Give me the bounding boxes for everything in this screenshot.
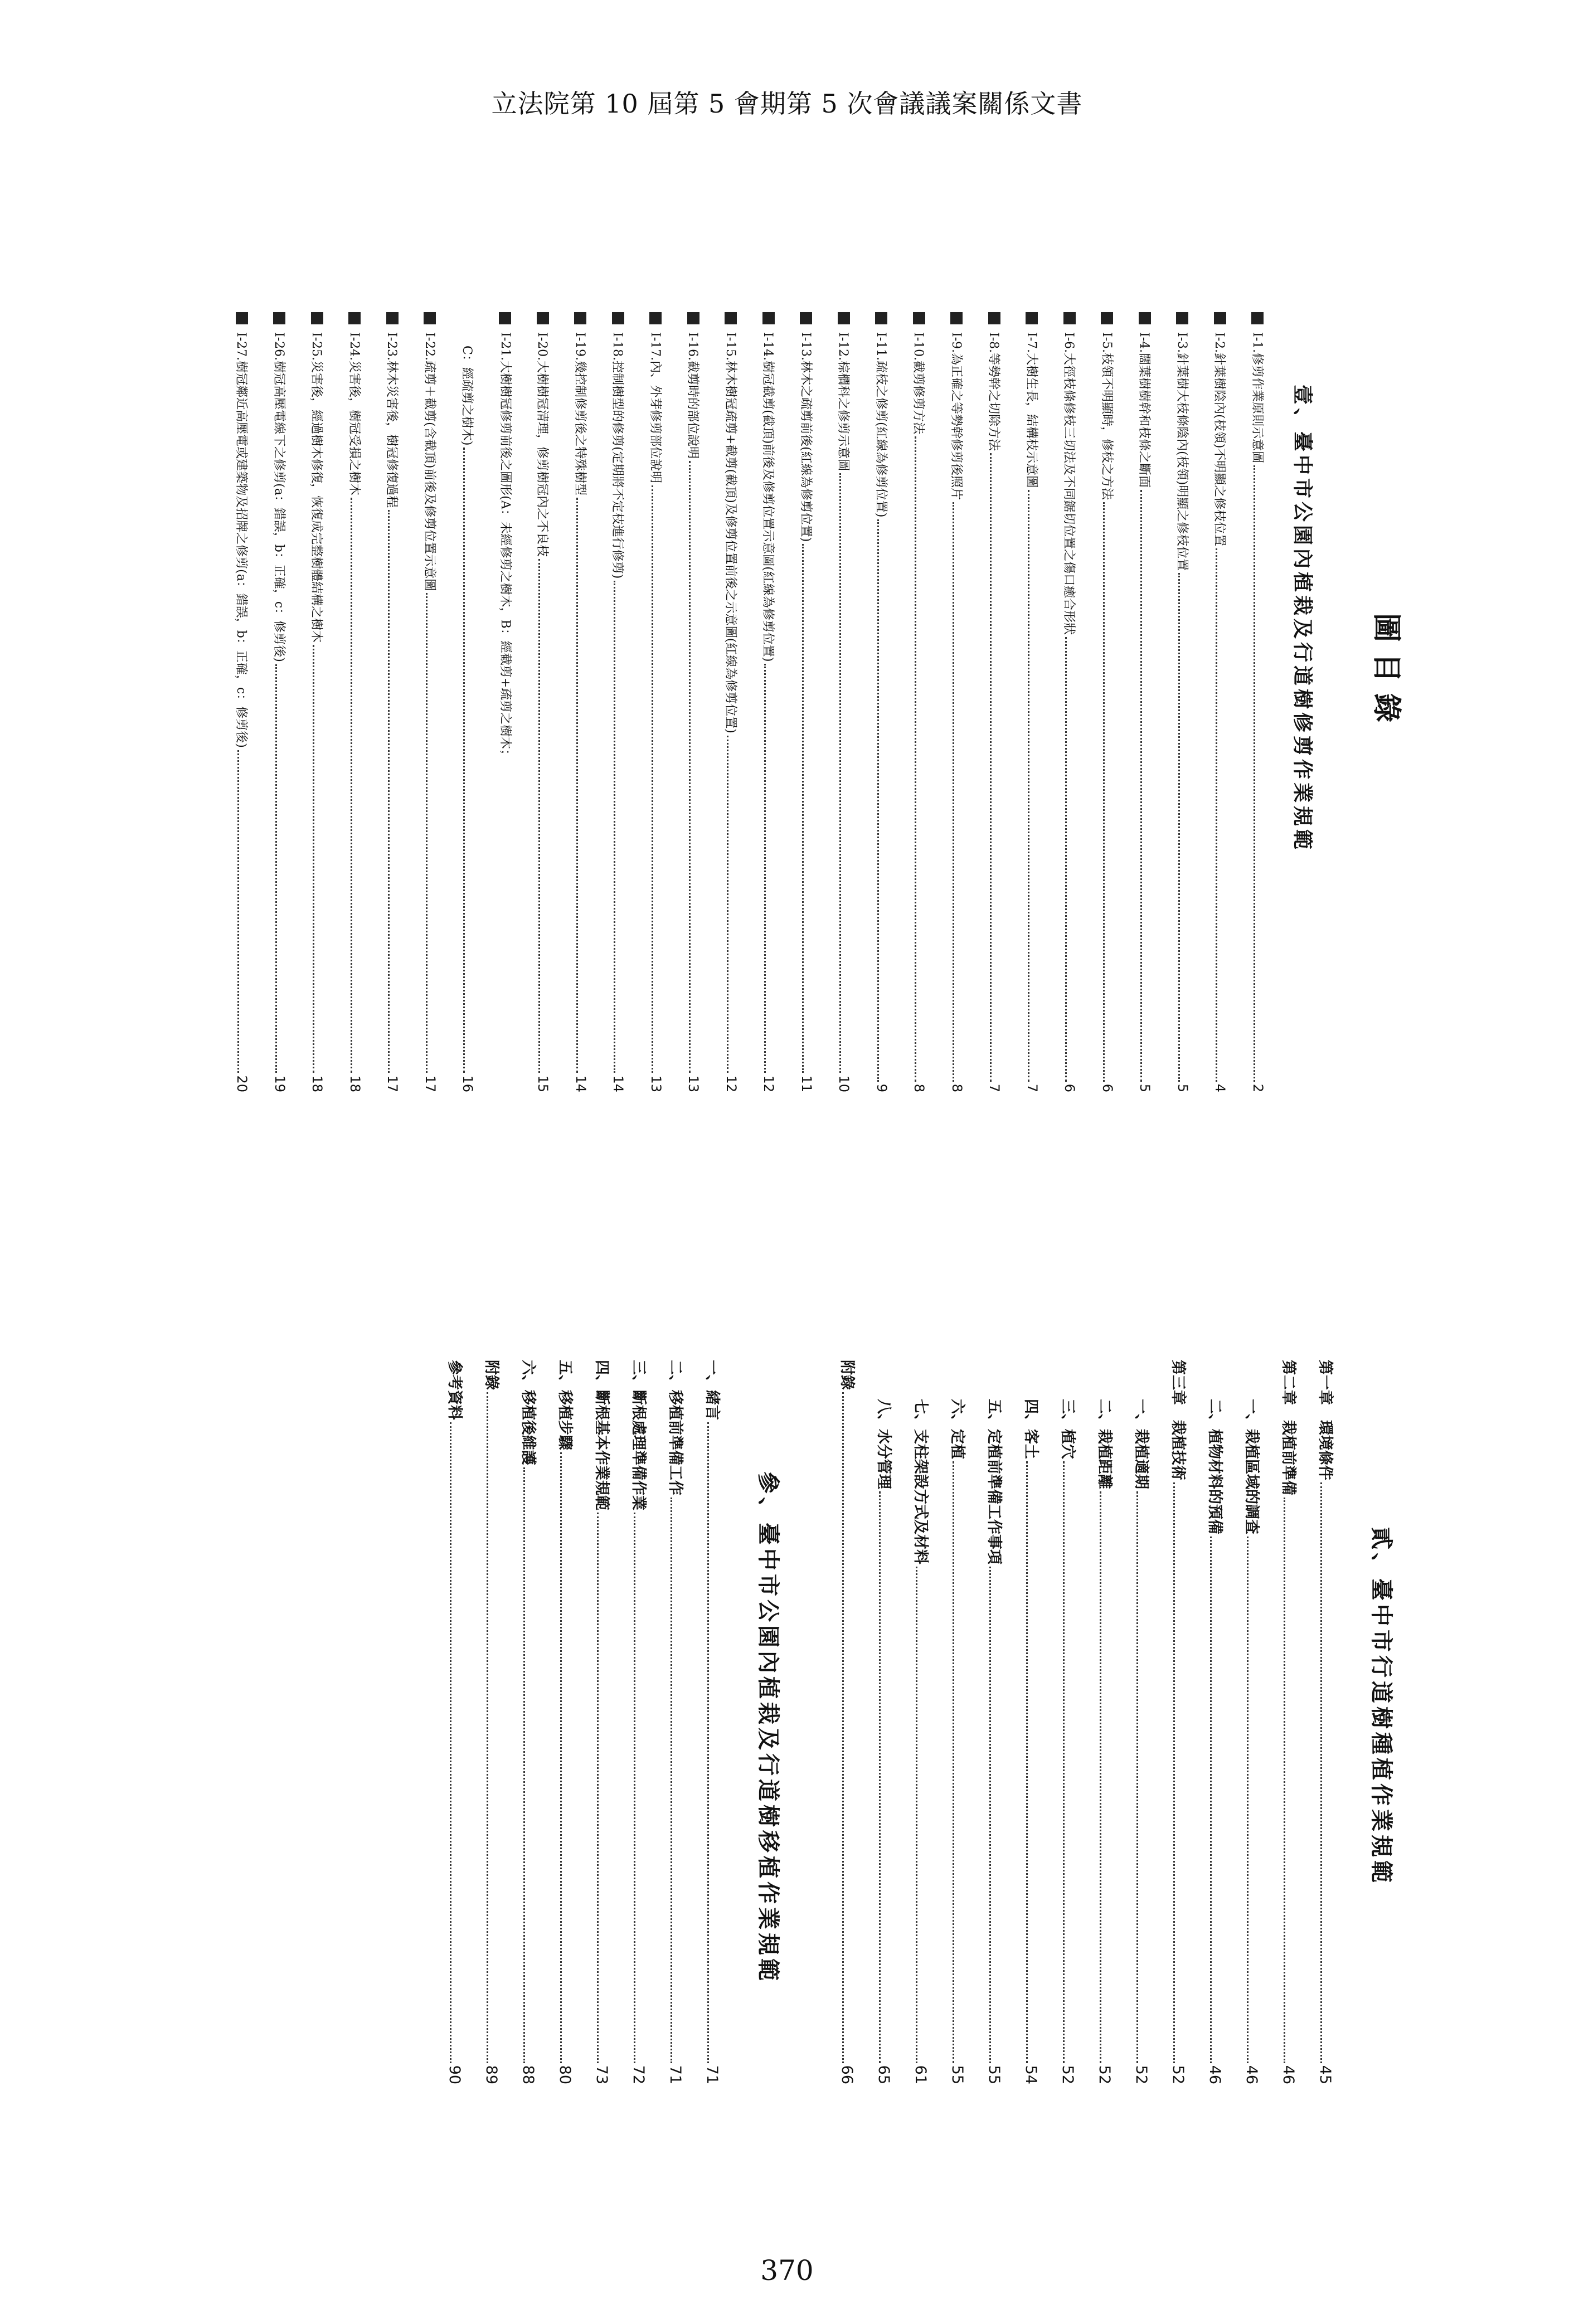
toc-entry <box>1086 1360 1123 2084</box>
figure-marker-icon <box>499 312 511 324</box>
dot-leader <box>765 664 766 1073</box>
figure-entry-label: I-17.內、外芽修剪部位說明 <box>648 332 662 484</box>
toc-entry <box>975 1360 1012 2084</box>
toc-entry-page: 52 <box>1059 2065 1076 2084</box>
toc-entry <box>436 1360 473 2084</box>
toc-entry-label: 二、植物材料的預備 <box>1206 1399 1223 1534</box>
figure-marker-icon <box>875 312 887 324</box>
toc-entry-label: 三、斷根處理準備作業 <box>630 1360 647 1510</box>
dot-leader <box>689 461 691 1073</box>
dot-leader <box>802 544 804 1073</box>
figure-marker-icon <box>311 312 323 324</box>
figure-marker-icon <box>1176 312 1188 324</box>
figure-marker-icon <box>687 312 699 324</box>
toc-entry <box>828 1360 865 2084</box>
figure-section-title: 壹、臺中市公園內植栽及行道樹修剪作業規範 <box>1291 385 1314 853</box>
toc-entry-page: 80 <box>556 2065 574 2084</box>
toc-entry <box>1012 1360 1049 2084</box>
dot-leader <box>652 485 653 1073</box>
dot-leader <box>1063 1461 1065 2063</box>
dot-leader <box>1178 573 1180 1081</box>
toc-entry-page: 71 <box>667 2065 684 2084</box>
figure-entry-label: I-23.林木災害後，樹冠修復過程 <box>385 332 399 508</box>
figure-marker-icon <box>1139 312 1151 324</box>
toc-entry-page: 73 <box>593 2065 610 2084</box>
figure-entry-page: 6 <box>1100 1083 1115 1092</box>
toc-entry-page: 66 <box>838 2065 856 2084</box>
page-header: 立法院第 10 屆第 5 會期第 5 次會議議案關係文書 <box>491 89 1083 119</box>
figure-entry-label: I-1.修剪作業原則示意圖 <box>1250 332 1264 464</box>
figure-entry-page: 10 <box>836 1075 852 1092</box>
toc-entry-label: 四、客土 <box>1022 1399 1039 1459</box>
figure-entry <box>788 312 825 1092</box>
dot-leader <box>313 645 315 1073</box>
figure-entry <box>298 312 336 1092</box>
dot-leader <box>915 436 917 1082</box>
dot-leader <box>539 559 541 1073</box>
toc-entry-page: 61 <box>912 2065 929 2084</box>
dot-leader <box>671 1498 672 2063</box>
figure-entry-label: I-26.樹冠高壓電線下之修剪(a：錯誤，b：正確，c：修剪後) <box>272 332 286 662</box>
dot-leader <box>1028 490 1029 1082</box>
figure-entry-page: 13 <box>686 1075 702 1092</box>
figure-entry-page: 14 <box>573 1075 589 1092</box>
toc-entry <box>1049 1360 1086 2084</box>
figure-entry-label: I-18.控制樹型的修剪(定期將不定枝進行修剪) <box>610 332 625 579</box>
figure-entry <box>524 312 562 1092</box>
figure-entry-page: 20 <box>234 1075 250 1092</box>
toc-entry-label: 一、緒言 <box>703 1360 721 1420</box>
toc-entry <box>1196 1360 1233 2084</box>
figure-entry <box>900 312 938 1092</box>
figure-entry-page: 19 <box>272 1075 288 1092</box>
figure-entry-label: I-9.為正確之等勢幹修剪後照片 <box>949 332 963 500</box>
toc-entry-page: 46 <box>1243 2065 1260 2084</box>
toc-entry-page: 52 <box>1169 2065 1187 2084</box>
toc-entry-label: 一、栽植區域的調查 <box>1243 1399 1260 1534</box>
toc-entry <box>583 1360 620 2084</box>
figure-entry-page: 16 <box>460 1075 476 1092</box>
figure-entry-label: I-21.大樹樹冠修剪前後之圖形(A：未經修剪之樹木，B：經截剪+疏剪之樹木； <box>498 332 512 762</box>
figure-marker-icon <box>574 312 586 324</box>
figure-entry-label: I-22.疏剪＋截剪(含截頂)前後及修剪位置示意圖 <box>422 332 436 591</box>
dot-leader <box>953 1461 954 2063</box>
figure-entry-label: I-12.棕櫚科之修剪示意圖 <box>836 332 851 471</box>
figure-entry <box>599 312 637 1092</box>
figure-entry-page: 11 <box>799 1075 814 1092</box>
figure-entry-label: I-2.針葉樹陰內(枝領)不明顯之修枝位置 <box>1212 332 1227 547</box>
toc-entry-label: 六、移植後維護 <box>519 1360 537 1465</box>
dot-leader <box>1136 1491 1138 2063</box>
toc-entry-page: 52 <box>1096 2065 1113 2084</box>
figure-entry-page: 8 <box>911 1083 927 1092</box>
toc-entry <box>620 1360 657 2084</box>
dot-leader <box>450 1422 451 2063</box>
figure-marker-icon <box>386 312 399 324</box>
dot-leader <box>1284 1498 1285 2063</box>
figure-entry-page: 18 <box>347 1075 363 1092</box>
figure-entry <box>411 312 449 1092</box>
toc-entry <box>1270 1360 1306 2084</box>
figure-entry <box>975 312 1013 1092</box>
figure-entry-label: I-14.樹冠截剪(截頂)前後及修剪位置示意圖(紅線為修剪位置) <box>761 332 775 662</box>
section2-title: 貳、臺中市行道樹種植作業規範 <box>1368 1527 1395 1886</box>
figure-entry-label: I-27.樹冠鄰近高壓電或建築物及招牌之修剪(a：錯誤，b：正確，c：修剪後) <box>234 332 249 748</box>
dot-leader <box>879 1491 881 2063</box>
section3-title: 參、臺中市公園內植栽及行道樹移植作業規範 <box>755 1471 781 1984</box>
figure-entry-page: 6 <box>1062 1083 1078 1092</box>
figure-entry-label: I-15.林木樹冠疏剪+截剪(截頂)及修剪位置前後之示意圖(紅線為修剪位置) <box>723 332 737 733</box>
toc-entry <box>865 1360 902 2084</box>
figure-entry-page: 7 <box>987 1083 1003 1092</box>
dot-leader <box>989 1567 991 2063</box>
dot-leader <box>634 1513 635 2063</box>
toc-entry <box>1123 1360 1159 2084</box>
toc-entry-label: 第一章 環境條件 <box>1316 1360 1334 1480</box>
figure-entry-page: 15 <box>535 1075 551 1092</box>
dot-leader <box>597 1513 599 2063</box>
toc-entry <box>693 1360 730 2084</box>
toc-entry <box>473 1360 509 2084</box>
figure-marker-icon <box>1026 312 1038 324</box>
figure-entry-label: I-10.截剪修剪方法 <box>911 332 926 435</box>
dot-leader <box>953 502 954 1082</box>
dot-leader <box>464 448 465 1073</box>
figure-entry-page: 9 <box>874 1083 890 1092</box>
figure-entry-label: I-13.林木之疏剪前後(紅線為修剪位置) <box>799 332 813 542</box>
toc-entry-label: 七、支柱架設方式及材料 <box>912 1399 929 1564</box>
figure-marker-icon <box>725 312 737 324</box>
toc-entry <box>546 1360 583 2084</box>
figure-entry-label: I-8.等勢幹之切除方法 <box>987 332 1001 451</box>
figure-entry <box>449 312 487 1092</box>
figure-entry <box>750 312 788 1092</box>
toc-entry-label: 參考資料 <box>446 1360 463 1420</box>
figure-entry-label: I-7.大樹生長，結構枝示意圖 <box>1024 332 1038 488</box>
toc-entry-page: 90 <box>446 2065 463 2084</box>
figure-marker-icon <box>649 312 662 324</box>
figure-marker-icon <box>1251 312 1264 324</box>
toc-entry-label: 二、栽植距離 <box>1096 1399 1113 1489</box>
toc-entry <box>509 1360 546 2084</box>
figure-marker-icon <box>537 312 549 324</box>
figure-marker-icon <box>273 312 285 324</box>
figure-entry <box>261 312 299 1092</box>
figure-entry <box>938 312 976 1092</box>
dot-leader <box>560 1452 562 2063</box>
figure-entry <box>1089 312 1126 1092</box>
figure-entry <box>825 312 863 1092</box>
figure-entry <box>1051 312 1089 1092</box>
figure-entry <box>487 312 524 1092</box>
figure-entry <box>1164 312 1202 1092</box>
figure-entry-page: 12 <box>761 1075 777 1092</box>
figure-entry <box>562 312 600 1092</box>
dot-leader <box>877 519 879 1081</box>
toc-entry-label: 四、斷根基本作業規範 <box>593 1360 610 1510</box>
figure-entry-page: 17 <box>422 1075 438 1092</box>
toc-entry-label: 二、移植前準備工作 <box>667 1360 684 1495</box>
figure-entry <box>1126 312 1164 1092</box>
dot-leader <box>1173 1482 1175 2063</box>
figure-marker-icon <box>1214 312 1226 324</box>
dot-leader <box>1320 1482 1322 2063</box>
figure-marker-icon <box>988 312 1000 324</box>
figure-marker-icon <box>838 312 850 324</box>
toc-entry-page: 71 <box>703 2065 721 2084</box>
toc-entry-page: 54 <box>1022 2065 1039 2084</box>
toc-entry-page: 88 <box>519 2065 537 2084</box>
figure-entry-page: 5 <box>1175 1083 1191 1092</box>
figure-entry-label: I-3.針葉樹大枝條陰內(枝領)明顯之修枝位置 <box>1175 332 1189 571</box>
figure-entry-page: 18 <box>309 1075 326 1092</box>
toc-entry-page: 55 <box>949 2065 966 2084</box>
toc-entry-label: 五、定植前準備工作事項 <box>985 1399 1003 1564</box>
figure-entry-label: I-4.闊葉樹樹幹和枝條之斷面 <box>1137 332 1152 488</box>
toc-entry <box>1306 1360 1343 2084</box>
toc-entry-label: 附錄 <box>483 1360 500 1390</box>
figure-entry-label: I-19.幾控制修剪後之特殊樹型 <box>573 332 587 496</box>
toc-entry-label: 附錄 <box>838 1360 856 1390</box>
figure-entry-page: 14 <box>610 1075 626 1092</box>
figure-entry <box>712 312 750 1092</box>
page-number: 370 <box>760 2254 814 2287</box>
figure-entry-page: 7 <box>1024 1083 1040 1092</box>
toc-entry <box>902 1360 939 2084</box>
figure-marker-icon <box>762 312 775 324</box>
toc-entry <box>1233 1360 1270 2084</box>
figure-entry-label: I-25.災害後，經過樹木修復，恢復成完整樹體結構之樹木 <box>309 332 324 643</box>
toc-entry-page: 72 <box>630 2065 647 2084</box>
figure-entry <box>863 312 901 1092</box>
dot-leader <box>576 498 578 1073</box>
figure-entry-page: 17 <box>385 1075 401 1092</box>
figure-list <box>223 312 1276 1092</box>
dot-leader <box>523 1467 525 2063</box>
dot-leader <box>1066 637 1067 1082</box>
figure-marker-icon <box>424 312 436 324</box>
toc-entry-label: 第三章 栽植技術 <box>1169 1360 1187 1480</box>
figure-entry-page: 8 <box>949 1083 965 1092</box>
toc-entry <box>657 1360 693 2084</box>
figure-entry-label: I-16.截剪時的部位說明 <box>686 332 700 459</box>
dot-leader <box>275 664 277 1073</box>
figure-entry-label: I-24.災害後，樹冠受損之樹木 <box>347 332 361 496</box>
figure-entry-page: 12 <box>723 1075 739 1092</box>
dot-leader <box>707 1422 709 2063</box>
figure-entry <box>336 312 374 1092</box>
figure-entry <box>223 312 261 1092</box>
section3-list <box>436 1360 730 2084</box>
toc-entry-page: 45 <box>1316 2065 1334 2084</box>
dot-leader <box>1216 548 1218 1081</box>
figure-entry <box>373 312 411 1092</box>
figure-entry <box>1013 312 1051 1092</box>
figure-marker-icon <box>800 312 812 324</box>
figure-entry <box>1201 312 1239 1092</box>
figure-entry <box>674 312 712 1092</box>
figure-entry-page: 2 <box>1250 1083 1266 1092</box>
dot-leader <box>840 473 842 1073</box>
figure-entry-label: I-20.大樹樹冠清理，修剪樹冠內之不良枝 <box>535 332 550 557</box>
toc-entry-label: 六、定植 <box>949 1399 966 1459</box>
toc-entry-label: 三、植穴 <box>1059 1399 1076 1459</box>
dot-leader <box>487 1392 488 2063</box>
dot-leader <box>614 581 616 1073</box>
figure-entry-page: 13 <box>648 1075 664 1092</box>
figure-entry-label: I-6.大徑枝條修枝三切法及不同鋸切位置之傷口癒合形狀 <box>1062 332 1076 635</box>
toc-entry-label: 五、移植步驟 <box>556 1360 574 1450</box>
dot-leader <box>842 1392 844 2063</box>
dot-leader <box>990 453 992 1082</box>
figure-entry-page: 4 <box>1212 1083 1228 1092</box>
figure-entry <box>1239 312 1277 1092</box>
toc-entry-page: 89 <box>483 2065 500 2084</box>
toc-entry-page: 65 <box>875 2065 892 2084</box>
figure-entry-label: I-5.枝領不明顯時，修枝之方法 <box>1100 332 1114 500</box>
dot-leader <box>351 498 352 1073</box>
figure-entry-page: 5 <box>1137 1083 1153 1092</box>
rotated-body <box>145 312 1427 2096</box>
figure-marker-icon <box>950 312 963 324</box>
toc-entry <box>1159 1360 1196 2084</box>
figure-entry-label: C：經疏剪之樹木) <box>460 346 474 446</box>
dot-leader <box>1254 465 1255 1082</box>
dot-leader <box>388 510 390 1073</box>
toc-entry-label: 一、栽植適期 <box>1133 1399 1150 1489</box>
dot-leader <box>1100 1491 1101 2063</box>
figure-marker-icon <box>913 312 925 324</box>
figure-index-title: 圖目錄 <box>1369 613 1403 734</box>
figure-marker-icon <box>348 312 361 324</box>
figure-marker-icon <box>612 312 624 324</box>
dot-leader <box>1026 1461 1028 2063</box>
toc-entry-label: 八、水分管理 <box>875 1399 892 1489</box>
figure-marker-icon <box>236 312 248 324</box>
toc-entry-page: 46 <box>1206 2065 1223 2084</box>
dot-leader <box>916 1567 917 2063</box>
figure-marker-icon <box>1101 312 1113 324</box>
dot-leader <box>1103 502 1105 1082</box>
dot-leader <box>727 736 728 1073</box>
dot-leader <box>1247 1537 1248 2063</box>
figure-entry <box>637 312 675 1092</box>
section2-list <box>828 1360 1343 2084</box>
figure-marker-icon <box>1063 312 1076 324</box>
toc-entry-page: 46 <box>1280 2065 1297 2084</box>
dot-leader <box>1141 490 1143 1082</box>
figure-entry-label: I-11.疏枝之修剪(紅線為修剪位置) <box>874 332 888 518</box>
toc-entry <box>939 1360 975 2084</box>
toc-entry-page: 52 <box>1133 2065 1150 2084</box>
toc-entry-page: 55 <box>985 2065 1003 2084</box>
toc-entry-label: 第二章 栽植前準備 <box>1280 1360 1297 1495</box>
dot-leader <box>1210 1537 1212 2063</box>
dot-leader <box>238 750 240 1073</box>
dot-leader <box>426 593 427 1073</box>
